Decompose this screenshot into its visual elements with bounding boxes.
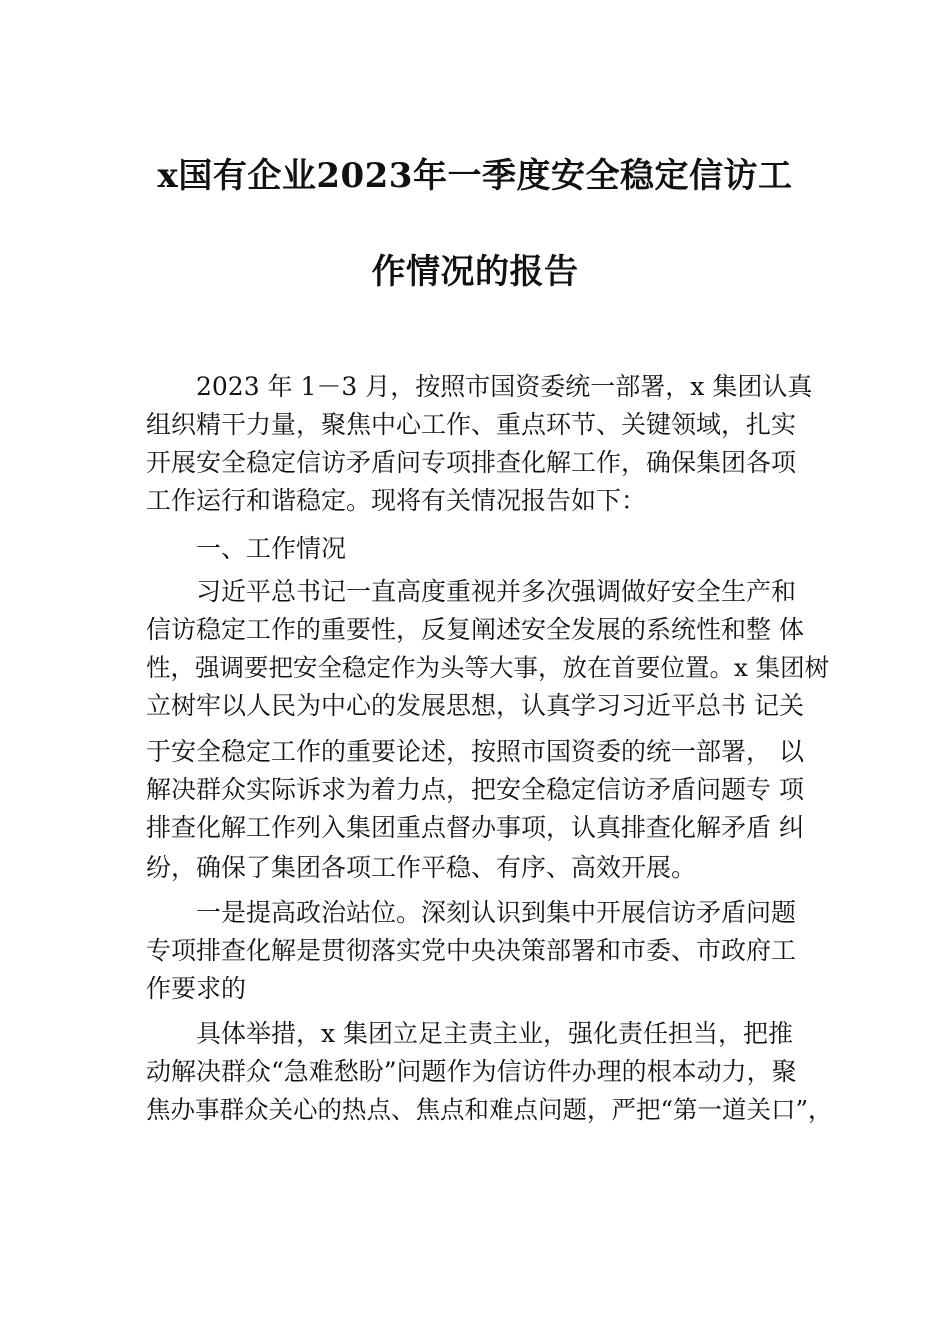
body-line-4: 工作运行和谐稳定。现将有关情况报告如下： xyxy=(146,486,647,515)
section-heading-1: 一、工作情况 xyxy=(196,534,347,563)
body-line-2: 组织精干力量，聚焦中心工作、重点环节、关键领域，扎实 xyxy=(146,410,797,439)
body-line-16: 作要求的 xyxy=(146,974,247,1003)
body-line-8: 性，强调要把安全稳定作为头等大事，放在首要位置。x 集团树 xyxy=(146,653,830,682)
document-title-line-1: x国有企业2023年一季度安全稳定信访工 xyxy=(157,156,793,196)
body-line-7: 信访稳定工作的重要性，反复阐述安全发展的系统性和整 体 xyxy=(146,615,804,644)
body-line-14: 一是提高政治站位。深刻认识到集中开展信访矛盾问题 xyxy=(196,898,797,927)
body-line-17: 具体举措，x 集团立足主责主业，强化责任担当，把推 xyxy=(196,1019,794,1048)
body-line-12: 排查化解工作列入集团重点督办事项，认真排查化解矛盾 纠 xyxy=(146,813,804,842)
body-line-11: 解决群众实际诉求为着力点，把安全稳定信访矛盾问题专 项 xyxy=(146,775,804,804)
document-title-line-2: 作情况的报告 xyxy=(371,252,579,292)
body-line-3: 开展安全稳定信访矛盾问专项排查化解工作，确保集团各项 xyxy=(146,448,797,477)
body-line-6: 习近平总书记一直高度重视并多次强调做好安全生产和 xyxy=(196,577,797,606)
body-line-10: 于安全稳定工作的重要论述，按照市国资委的统一部署， 以 xyxy=(146,737,804,766)
body-line-13: 纷，确保了集团各项工作平稳、有序、高效开展。 xyxy=(146,853,697,882)
body-line-18: 动解决群众“急难愁盼”问题作为信访件办理的根本动力，聚 xyxy=(146,1057,797,1086)
body-line-9: 立树牢以人民为中心的发展思想，认真学习习近平总书 记关 xyxy=(146,691,804,720)
body-line-15: 专项排查化解是贯彻落实党中央决策部署和市委、市政府工 xyxy=(146,936,797,965)
body-line-1: 2023 年 1－3 月，按照市国资委统一部署，x 集团认真 xyxy=(196,372,813,401)
body-line-19: 焦办事群众关心的热点、焦点和难点问题，严把“第一道关口”， xyxy=(146,1095,833,1124)
